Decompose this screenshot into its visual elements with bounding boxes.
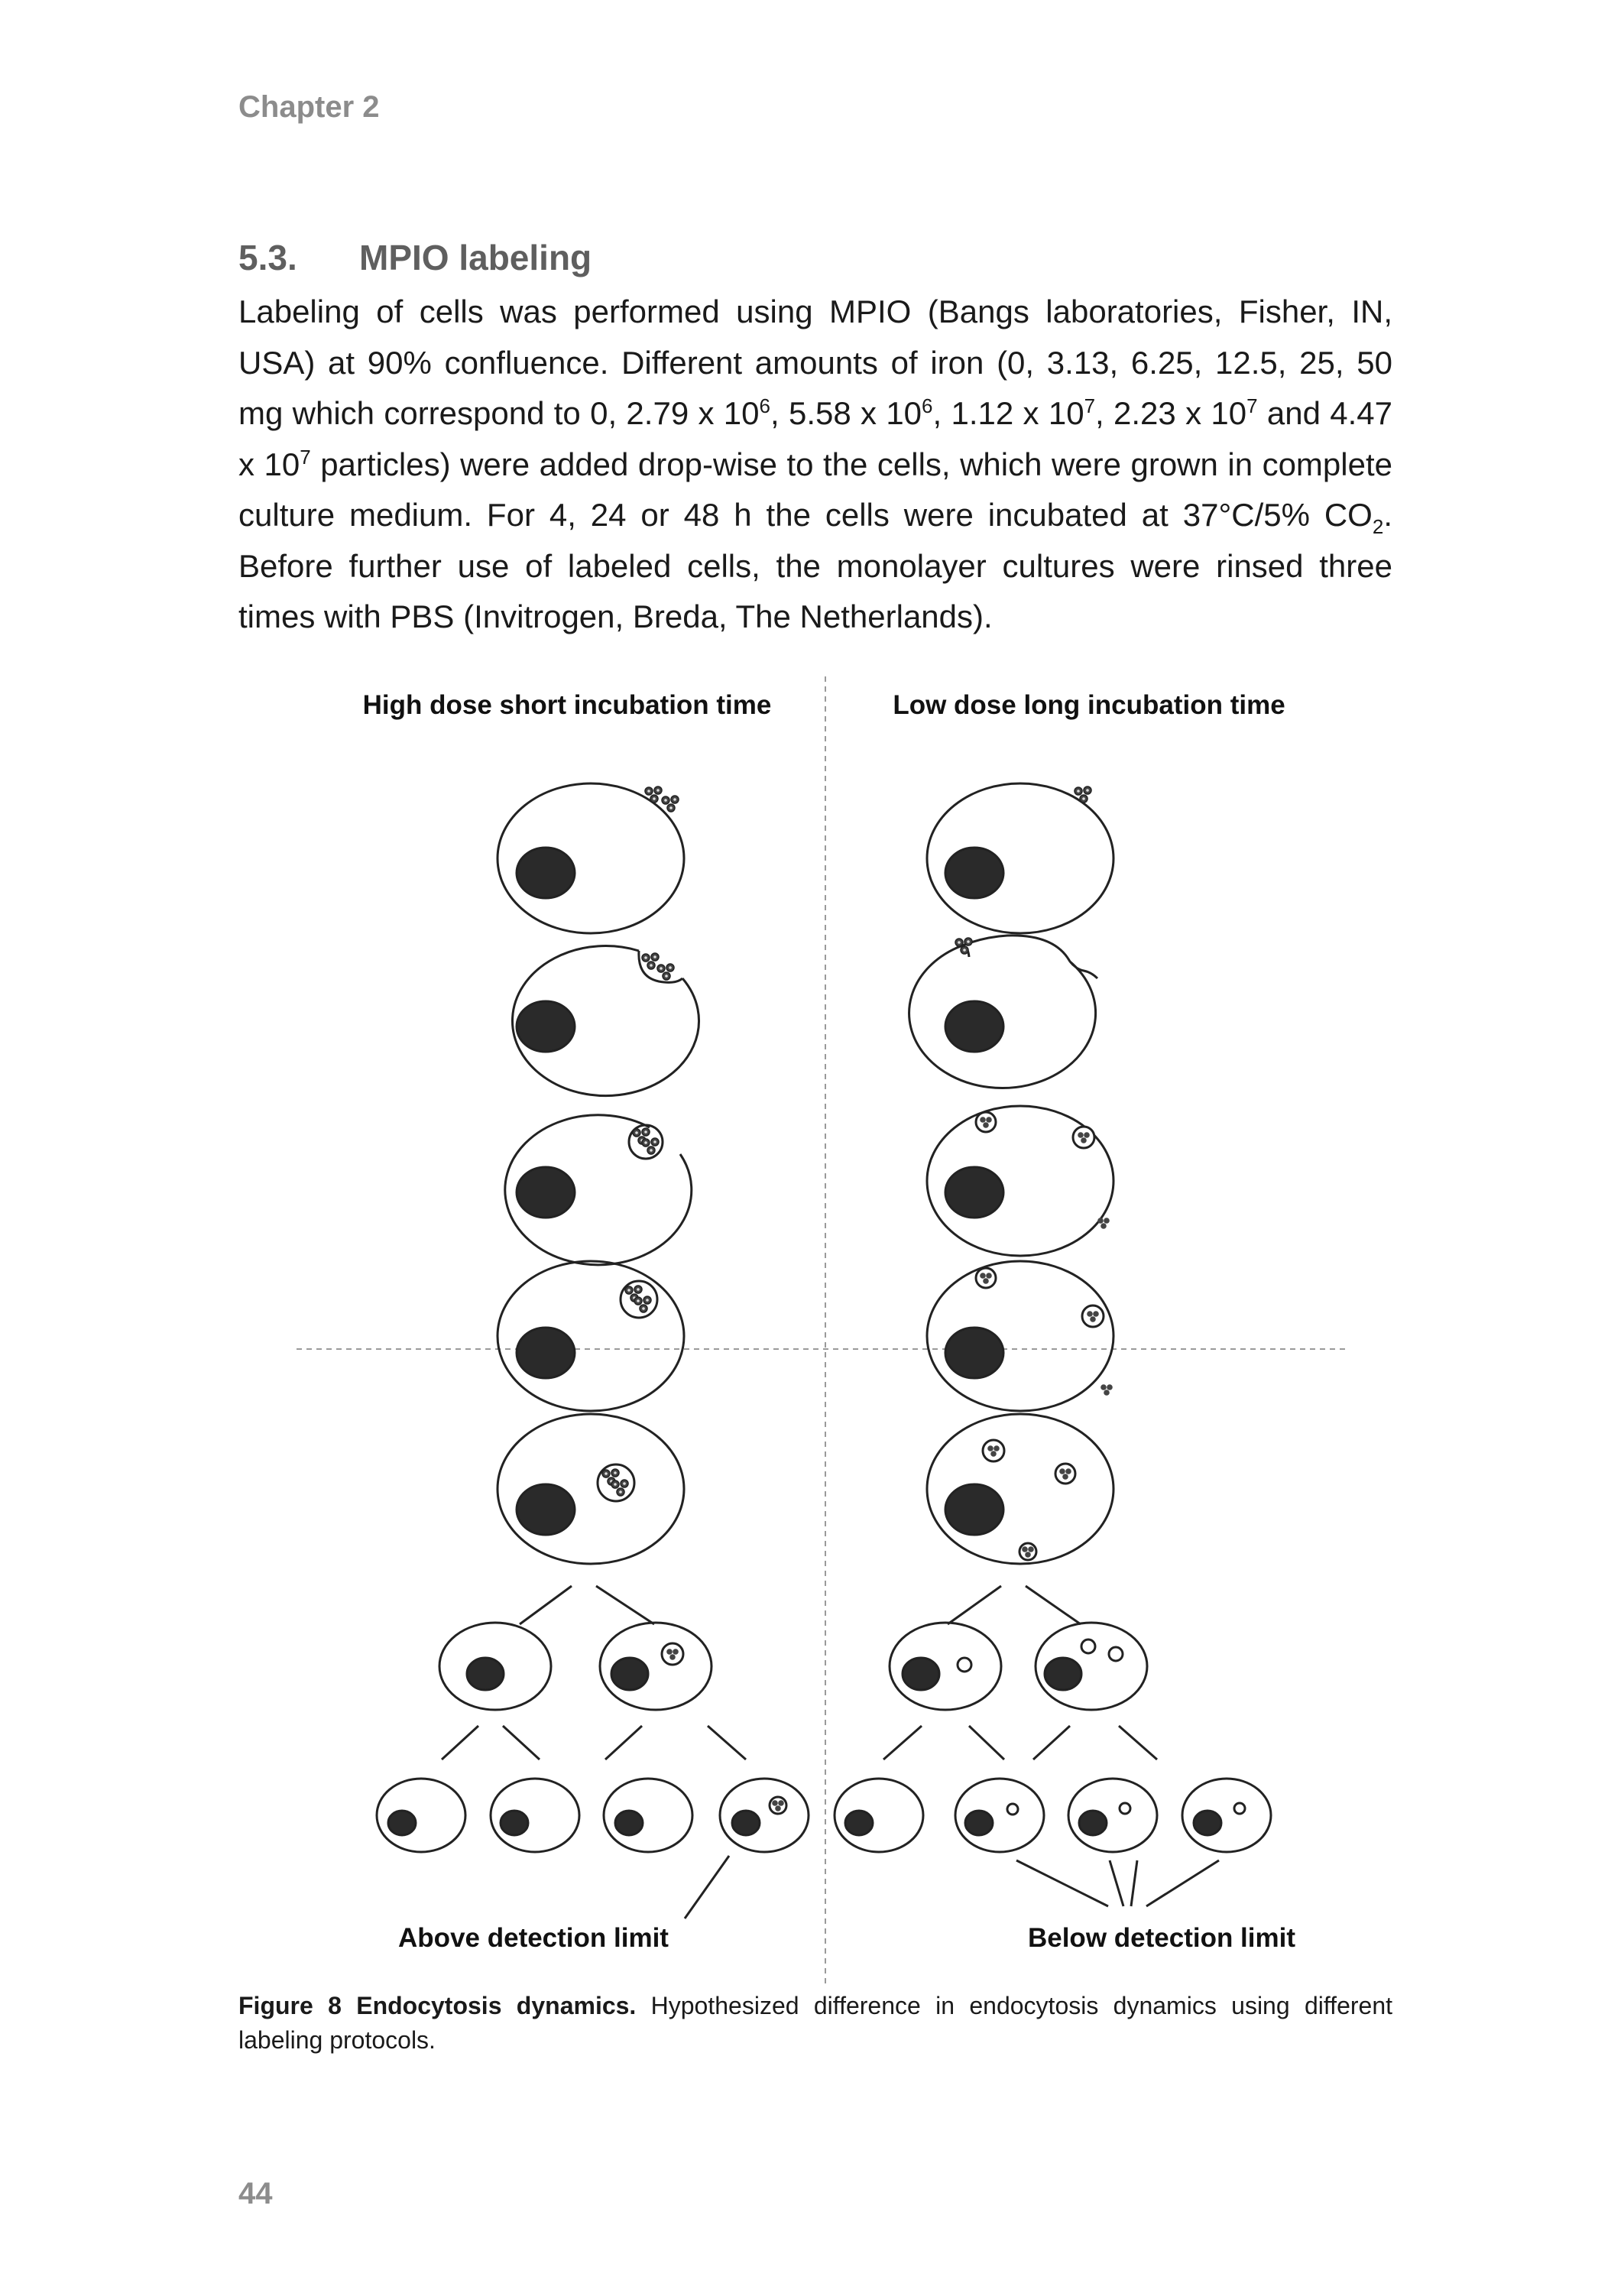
- cell-left-3: [505, 1115, 692, 1265]
- cell-left-grandchild-4: [720, 1779, 809, 1852]
- left-panel-title: High dose short incubation time: [362, 690, 772, 720]
- cell-right-4: [927, 1261, 1113, 1411]
- cell-left-grandchild-1: [377, 1779, 465, 1852]
- cell-right-grandchild-4: [1182, 1779, 1271, 1852]
- cell-left-daughter-2: [600, 1623, 712, 1710]
- section-number: 5.3.: [238, 238, 297, 277]
- cell-left-2: [513, 946, 699, 1096]
- cell-left-daughter-1: [439, 1623, 551, 1710]
- cell-right-2: [909, 936, 1097, 1088]
- caption-label: Figure 8 Endocytosis dynamics.: [238, 1992, 637, 2019]
- right-bottom-label: Below detection limit: [1027, 1923, 1296, 1953]
- cell-left-4: [498, 1261, 684, 1411]
- running-header: Chapter 2: [238, 90, 380, 124]
- caption-text: Hypothesized difference in endocytosis dynamics using different labeling protocols.: [238, 1992, 1393, 2054]
- cell-left-grandchild-3: [604, 1779, 692, 1852]
- cell-right-3: [927, 1106, 1113, 1256]
- page-number: 44: [238, 2177, 273, 2210]
- cell-right-daughter-2: [1036, 1623, 1147, 1710]
- particle-cluster: [645, 786, 679, 812]
- cell-right-grandchild-3: [1068, 1779, 1157, 1852]
- cell-right-5: [927, 1414, 1113, 1564]
- body-paragraph: Labeling of cells was performed using MPIO (Bangs laboratories, Fisher, IN, USA) at 90% confluence. Different amounts of iron (0, 3.13, 6.25, 12.5, 25, 50 mg which correspond to 0, 2.79 x $10^6$, 5.58 x $10^6$, 1.12 x $10^7$, 2.23 x $10^7$ and 4.47 x $10^7$ particles) were added drop-wise to the cells, which were grown in complete culture medium. For 4, 24 or 48 h the cells were incubated at 37°C/5% $CO_2$. Before further use of labeled cells, the monolayer cultures were rinsed three times with PBS (Invitrogen, Breda, The Netherlands).: [238, 294, 1393, 634]
- cell-left-5: [498, 1414, 684, 1564]
- section-title: MPIO labeling: [359, 238, 592, 277]
- left-bottom-label: Above detection limit: [398, 1923, 669, 1953]
- figure-caption: [238, 1989, 1392, 2058]
- cell-left-grandchild-2: [491, 1779, 579, 1852]
- cell-right-grandchild-2: [955, 1779, 1044, 1852]
- right-panel-title: Low dose long incubation time: [893, 690, 1285, 720]
- cell-right-grandchild-1: [835, 1779, 923, 1852]
- cell-right-1: [927, 783, 1113, 933]
- cell-right-daughter-1: [890, 1623, 1001, 1710]
- cell-left-1: [498, 783, 684, 933]
